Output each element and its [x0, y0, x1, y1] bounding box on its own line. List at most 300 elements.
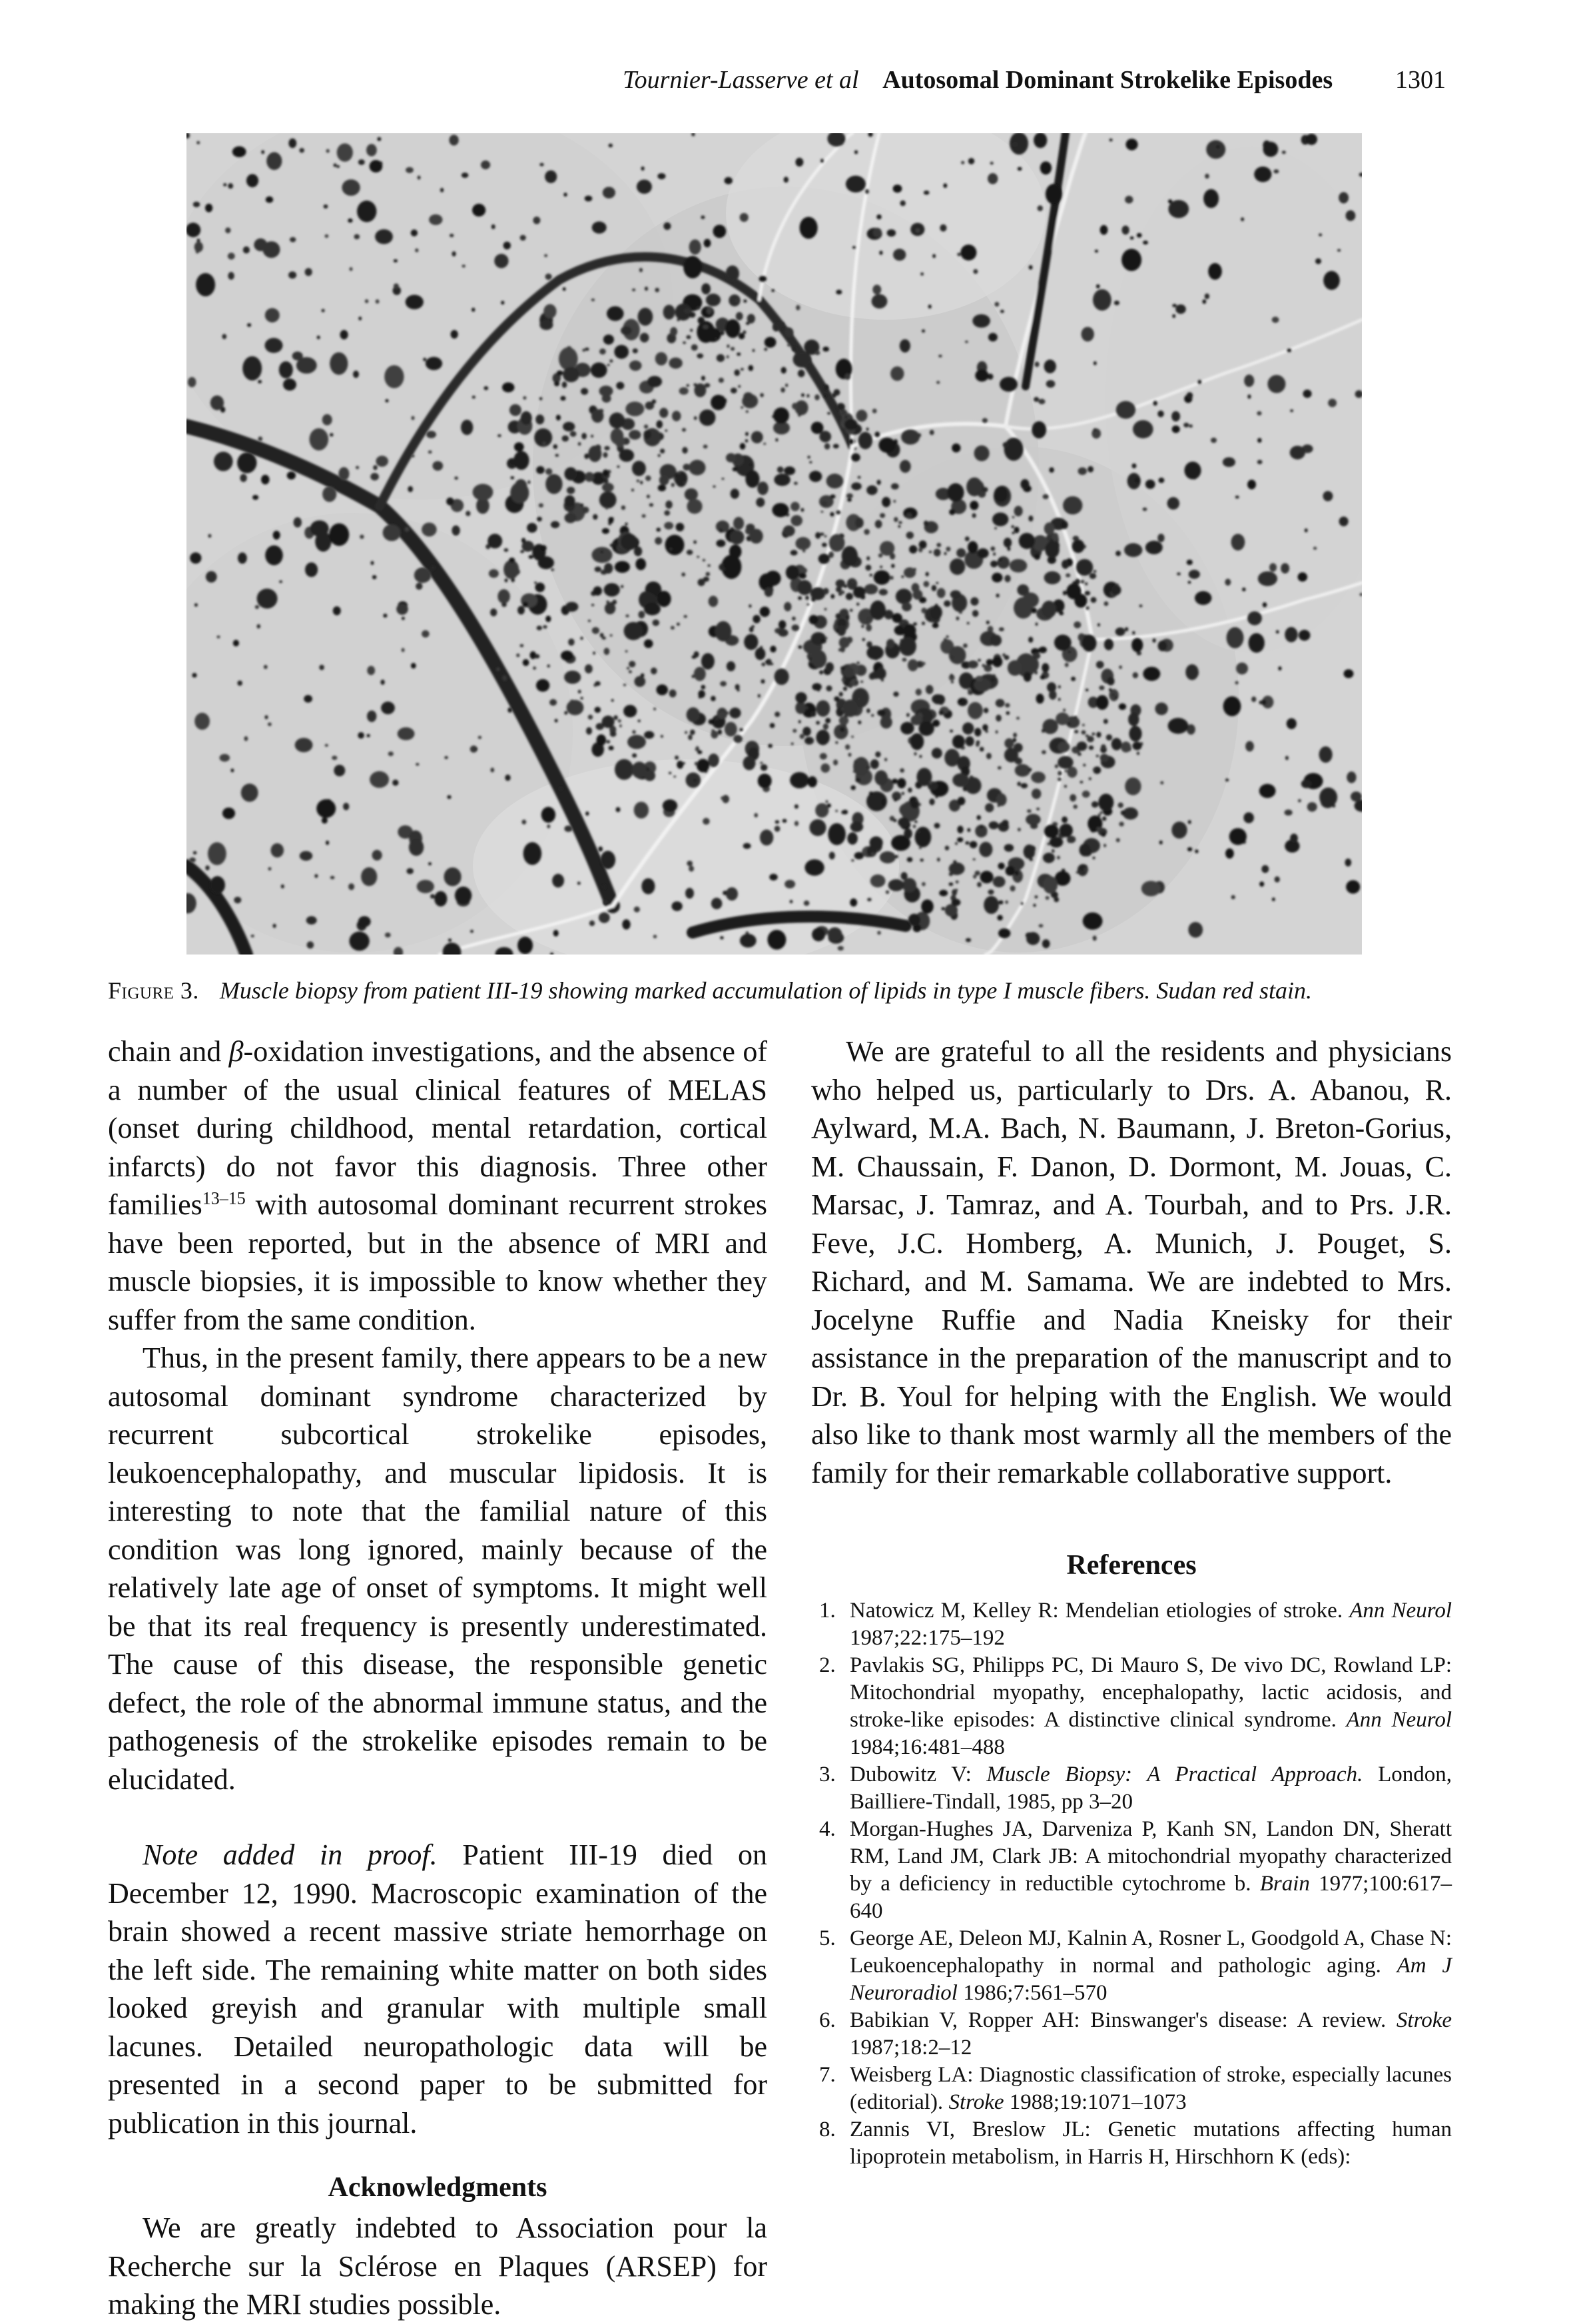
lipid-droplet [314, 874, 318, 878]
lipid-droplet [538, 556, 554, 569]
reference-item [811, 1652, 1452, 1761]
lipid-droplet [585, 472, 595, 482]
lipid-droplet [1058, 698, 1061, 701]
lipid-droplet [918, 803, 921, 807]
lipid-droplet [1064, 770, 1068, 772]
lipid-droplet [792, 617, 796, 621]
lipid-droplet [514, 442, 524, 452]
lipid-droplet [533, 216, 540, 224]
lipid-droplet [787, 344, 790, 346]
text-run: with autosomal dominant recurrent strokes have been reported, but in the absence of MRI and muscle biopsies, it is impossible to know whether they suffer from the same condition. [108, 1188, 767, 1336]
lipid-droplet [1000, 377, 1018, 392]
lipid-droplet [535, 414, 544, 424]
lipid-droplet [322, 817, 328, 824]
lipid-droplet [1062, 560, 1069, 569]
lipid-droplet [1044, 572, 1061, 585]
lipid-droplet [1076, 559, 1093, 576]
lipid-droplet [643, 430, 651, 439]
lipid-droplet [998, 766, 1002, 769]
lipid-droplet [1139, 605, 1143, 607]
lipid-droplet [1039, 647, 1047, 653]
lipid-droplet [932, 623, 939, 628]
lipid-droplet [1278, 666, 1281, 670]
lipid-droplet [373, 465, 378, 470]
lipid-droplet [1082, 327, 1094, 342]
lipid-droplet [1089, 777, 1092, 780]
lipid-droplet [1290, 834, 1298, 843]
lipid-droplet [426, 431, 436, 438]
lipid-droplet [1095, 250, 1098, 253]
lipid-droplet [1006, 866, 1016, 876]
lipid-droplet [1285, 809, 1293, 815]
lipid-droplet [310, 520, 329, 536]
lipid-droplet [949, 863, 965, 875]
lipid-droplet [1004, 738, 1014, 748]
lipid-droplet [677, 623, 680, 626]
lipid-droplet [536, 679, 549, 692]
lipid-droplet [237, 681, 242, 686]
lipid-droplet [823, 723, 828, 730]
lipid-droplet [1125, 777, 1141, 795]
lipid-droplet [599, 913, 610, 923]
lipid-droplet [1106, 734, 1112, 740]
lipid-droplet [900, 339, 910, 352]
lipid-droplet [1062, 869, 1066, 872]
lipid-droplet [1299, 630, 1311, 641]
lipid-droplet [920, 272, 924, 276]
lipid-droplet [965, 536, 970, 541]
lipid-droplet [989, 821, 999, 829]
lipid-droplet [926, 685, 934, 694]
lipid-droplet [737, 352, 741, 356]
lipid-droplet [1287, 348, 1292, 352]
lipid-droplet [1257, 438, 1262, 443]
lipid-droplet [1225, 579, 1231, 585]
lipid-droplet [713, 486, 715, 488]
lipid-droplet [564, 825, 572, 832]
lipid-droplet [481, 161, 490, 169]
lipid-droplet [755, 647, 766, 660]
lipid-droplet [1307, 802, 1317, 811]
lipid-droplet [605, 603, 615, 615]
lipid-droplet [1085, 583, 1088, 585]
lipid-droplet [1002, 820, 1008, 826]
lipid-droplet [242, 356, 262, 380]
lipid-droplet [394, 284, 399, 289]
lipid-droplet [876, 480, 880, 485]
lipid-droplet [208, 842, 226, 865]
lipid-droplet [1074, 805, 1078, 809]
lipid-droplet [1060, 824, 1073, 837]
lipid-droplet [842, 138, 845, 141]
reference-number: 4. [819, 1817, 836, 1841]
reference-number: 5. [819, 1926, 836, 1950]
lipid-droplet [681, 573, 685, 577]
lipid-droplet [216, 635, 220, 638]
lipid-droplet [619, 449, 635, 462]
lipid-droplet [876, 214, 882, 219]
lipid-droplet [1298, 572, 1308, 581]
lipid-droplet [806, 603, 809, 605]
lipid-droplet [581, 388, 588, 394]
lipid-droplet [697, 759, 709, 772]
lipid-droplet [1158, 641, 1167, 651]
lipid-droplet [830, 594, 834, 599]
lipid-droplet [543, 304, 556, 319]
lipid-droplet [1020, 479, 1029, 489]
lipid-droplet [818, 430, 821, 433]
lipid-droplet [856, 603, 859, 606]
lipid-droplet [664, 522, 673, 530]
lipid-droplet [1107, 677, 1114, 685]
lipid-droplet [1018, 167, 1022, 171]
lipid-droplet [822, 346, 829, 351]
lipid-droplet [977, 548, 988, 558]
lipid-droplet [428, 863, 432, 866]
lipid-droplet [753, 349, 755, 352]
lipid-droplet [188, 377, 196, 387]
lipid-droplet [815, 532, 820, 539]
lipid-droplet [965, 841, 969, 845]
lipid-droplet [1045, 542, 1060, 558]
lipid-droplet [952, 899, 961, 906]
lipid-droplet [553, 930, 559, 937]
lipid-droplet [288, 272, 296, 279]
lipid-droplet [743, 392, 753, 401]
lipid-droplet [824, 637, 827, 639]
lipid-droplet [882, 497, 890, 507]
reference-citation: London, Bailliere-Tindall, 1985, pp 3–20 [850, 1762, 1452, 1814]
lipid-droplet [758, 773, 772, 788]
lipid-droplet [726, 453, 736, 462]
lipid-droplet [779, 620, 786, 629]
lipid-droplet [381, 701, 395, 714]
lipid-droplet [555, 454, 559, 457]
lipid-droplet [1121, 741, 1131, 752]
lipid-droplet [956, 617, 960, 621]
lipid-droplet [874, 432, 880, 437]
lipid-droplet [893, 691, 898, 697]
lipid-droplet [1247, 394, 1251, 399]
lipid-droplet [992, 573, 1002, 583]
lipid-droplet [588, 715, 593, 719]
lipid-droplet [539, 320, 553, 330]
lipid-droplet [701, 215, 705, 219]
lipid-droplet [281, 885, 284, 889]
lipid-droplet [1202, 300, 1206, 304]
lipid-droplet [196, 273, 215, 296]
lipid-droplet [450, 234, 454, 237]
lipid-droplet [929, 551, 932, 554]
lipid-droplet [902, 602, 912, 611]
lipid-droplet [349, 932, 369, 951]
lipid-droplet [1177, 572, 1181, 576]
lipid-droplet [653, 619, 660, 626]
lipid-droplet [613, 542, 617, 546]
lipid-droplet [336, 165, 340, 168]
lipid-droplet [1021, 783, 1028, 789]
lipid-droplet [602, 528, 609, 534]
lipid-droplet [241, 783, 258, 801]
lipid-droplet [930, 430, 934, 435]
lipid-droplet [1043, 494, 1049, 499]
lipid-droplet [924, 521, 928, 526]
lipid-droplet [937, 858, 940, 862]
lipid-droplet [835, 810, 838, 813]
lipid-droplet [527, 480, 530, 484]
lipid-droplet [1049, 468, 1054, 473]
lipid-droplet [651, 667, 657, 674]
lipid-droplet [826, 474, 844, 488]
lipid-droplet [898, 525, 900, 528]
lipid-droplet [870, 601, 886, 620]
lipid-droplet [372, 850, 382, 861]
lipid-droplet [797, 580, 812, 595]
lipid-droplet [1247, 611, 1262, 625]
acknowledgments-paragraph-2: We are grateful to all the residents and physicians who helped us, particularly to Drs. A. Abanou, R. Aylward, M.A. Bach, N. Baumann, J. Breton-Gorius, M. Chaussain, F. Danon, D. Dormont, M. Jouas, C. Marsac, J. Tamraz, and A. Tourbah, and to Prs. J.R. Feve, J.C. Homberg, A. Munich, J. Pouget, S. Richard, and M. Samama. We are indebted to Mrs. Jocelyne Ruffie and Nadia Kneisky for their assistance in the preparation of the manuscript and to Dr. B. Youl for helping with the English. We would also like to thank most warmly all the members of the family for their remarkable collaborative support. [811, 1035, 1452, 1489]
lipid-droplet [1125, 627, 1128, 631]
lipid-droplet [966, 938, 971, 942]
lipid-droplet [743, 843, 751, 849]
lipid-droplet [557, 370, 563, 375]
lipid-droplet [770, 723, 775, 728]
lipid-droplet [1167, 497, 1180, 510]
lipid-droplet [258, 380, 262, 383]
lipid-droplet [517, 937, 533, 954]
lipid-droplet [985, 730, 988, 733]
lipid-droplet [1267, 375, 1285, 393]
lipid-droplet [784, 466, 795, 475]
lipid-droplet [760, 646, 763, 649]
lipid-droplet [408, 486, 413, 492]
lipid-droplet [1188, 820, 1191, 824]
lipid-droplet [1090, 573, 1096, 579]
acknowledgments-heading: Acknowledgments [328, 2172, 547, 2203]
lipid-droplet [501, 603, 507, 607]
lipid-droplet [1339, 517, 1349, 527]
lipid-droplet [952, 444, 960, 453]
lipid-droplet [645, 402, 655, 410]
lipid-droplet [545, 468, 552, 475]
lipid-droplet [730, 530, 745, 545]
lipid-droplet [773, 322, 780, 331]
lipid-droplet [655, 352, 667, 366]
lipid-droplet [660, 449, 665, 454]
lipid-droplet [664, 510, 670, 516]
lipid-droplet [517, 606, 525, 615]
lipid-droplet [970, 501, 978, 510]
lipid-droplet [295, 738, 313, 753]
lipid-droplet [609, 359, 613, 362]
lipid-droplet [279, 580, 282, 583]
lipid-droplet [810, 653, 812, 655]
lipid-droplet [1121, 226, 1129, 235]
lipid-droplet [785, 328, 794, 338]
lipid-droplet [795, 537, 810, 550]
lipid-droplet [520, 550, 524, 553]
lipid-droplet [1093, 936, 1097, 941]
lipid-droplet [607, 364, 610, 366]
lipid-droplet [683, 256, 702, 278]
lipid-droplet [1249, 633, 1265, 653]
lipid-droplet [510, 459, 515, 465]
lipid-droplet [290, 237, 296, 242]
lipid-droplet [891, 483, 899, 490]
lipid-droplet [856, 410, 867, 422]
lipid-droplet [689, 460, 705, 475]
lipid-droplet [824, 608, 827, 610]
lipid-droplet [1155, 703, 1167, 715]
lipid-droplet [193, 202, 200, 207]
lipid-droplet [1235, 681, 1239, 685]
lipid-droplet [1014, 527, 1020, 534]
lipid-droplet [322, 414, 332, 426]
lipid-droplet [934, 823, 940, 829]
lipid-droplet [820, 159, 824, 163]
lipid-droplet [240, 474, 246, 482]
lipid-droplet [808, 776, 817, 787]
lipid-droplet [709, 719, 715, 725]
lipid-droplet [854, 681, 858, 684]
lipid-droplet [961, 161, 964, 165]
lipid-droplet [1034, 554, 1040, 560]
lipid-droplet [319, 665, 324, 670]
lipid-droplet [703, 559, 705, 562]
lipid-droplet [452, 251, 456, 256]
lipid-droplet [1073, 536, 1080, 541]
lipid-droplet [963, 643, 968, 647]
lipid-droplet [683, 482, 686, 484]
lipid-droplet [851, 454, 860, 462]
lipid-droplet [809, 819, 826, 836]
lipid-droplet [694, 384, 706, 398]
lipid-droplet [625, 420, 632, 426]
lipid-droplet [956, 881, 959, 884]
lipid-droplet [749, 365, 754, 371]
lipid-droplet [753, 615, 761, 623]
lipid-droplet [604, 648, 610, 655]
lipid-droplet [928, 616, 932, 619]
lipid-droplet [444, 867, 462, 886]
lipid-droplet [1089, 745, 1094, 750]
lipid-droplet [621, 534, 637, 550]
lipid-droplet [828, 927, 842, 941]
lipid-droplet [994, 302, 999, 306]
lipid-droplet [1094, 361, 1097, 365]
lipid-droplet [271, 843, 284, 857]
lipid-droplet [763, 443, 766, 445]
lipid-droplet [1275, 877, 1280, 883]
lipid-droplet [672, 411, 681, 422]
lipid-droplet [921, 899, 934, 913]
lipid-droplet [901, 430, 920, 445]
lipid-droplet [904, 624, 916, 637]
lipid-droplet [632, 753, 637, 757]
lipid-droplet [581, 697, 583, 699]
lipid-droplet [714, 337, 718, 341]
lipid-droplet [840, 590, 845, 594]
lipid-droplet [751, 431, 763, 443]
lipid-droplet [711, 898, 723, 909]
lipid-droplet [955, 842, 958, 845]
lipid-droplet [1290, 446, 1305, 460]
lipid-droplet [490, 609, 497, 617]
lipid-droplet [784, 602, 791, 611]
lipid-droplet [767, 930, 786, 950]
lipid-droplet [1033, 904, 1036, 907]
lipid-droplet [1005, 901, 1008, 904]
lipid-droplet [1033, 653, 1041, 659]
lipid-droplet [749, 463, 752, 466]
lipid-droplet [792, 625, 800, 631]
lipid-droplet [890, 576, 893, 580]
lipid-droplet [1096, 284, 1100, 288]
lipid-droplet [625, 523, 627, 526]
lipid-droplet [1044, 825, 1059, 838]
lipid-droplet [919, 847, 922, 849]
lipid-droplet [918, 831, 920, 834]
lipid-droplet [736, 312, 743, 320]
lipid-droplet [810, 587, 826, 600]
lipid-droplet [794, 805, 798, 809]
lipid-droplet [601, 551, 603, 554]
lipid-droplet [210, 876, 225, 894]
lipid-droplet [330, 352, 348, 375]
lipid-droplet [721, 796, 724, 800]
lipid-droplet [717, 354, 725, 362]
lipid-droplet [798, 414, 800, 417]
lipid-droplet [967, 622, 970, 624]
lipid-droplet [694, 651, 699, 657]
lipid-droplet [354, 234, 360, 240]
lipid-droplet [795, 701, 806, 714]
lipid-droplet [1290, 410, 1293, 412]
lipid-droplet [706, 572, 711, 576]
lipid-droplet [1103, 844, 1106, 847]
lipid-droplet [1328, 399, 1337, 408]
lipid-droplet [772, 503, 788, 517]
lipid-droplet [866, 624, 872, 631]
lipid-droplet [749, 529, 763, 544]
lipid-droplet [1014, 506, 1023, 516]
lipid-droplet [1242, 587, 1246, 591]
lipid-droplet [968, 661, 978, 669]
lipid-droplet [718, 729, 722, 735]
lipid-droplet [559, 347, 578, 370]
lipid-droplet [616, 382, 624, 389]
lipid-droplet [1347, 771, 1356, 783]
lipid-droplet [586, 727, 592, 735]
lipid-droplet [908, 659, 918, 671]
lipid-droplet [322, 486, 336, 502]
lipid-droplet [1159, 841, 1163, 845]
lipid-droplet [722, 478, 725, 480]
lipid-droplet [595, 444, 601, 451]
lipid-droplet [1096, 695, 1109, 710]
lipid-droplet [858, 721, 861, 725]
lipid-droplet [973, 875, 976, 879]
lipid-droplet [1225, 849, 1234, 859]
running-head [623, 61, 1448, 99]
lipid-droplet [814, 351, 820, 355]
lipid-droplet [848, 753, 852, 757]
lipid-droplet [1015, 764, 1030, 777]
lipid-droplet [1137, 233, 1142, 238]
lipid-droplet [1077, 741, 1088, 751]
lipid-droplet [968, 691, 973, 695]
lipid-droplet [1063, 496, 1082, 514]
lipid-droplet [614, 345, 629, 359]
